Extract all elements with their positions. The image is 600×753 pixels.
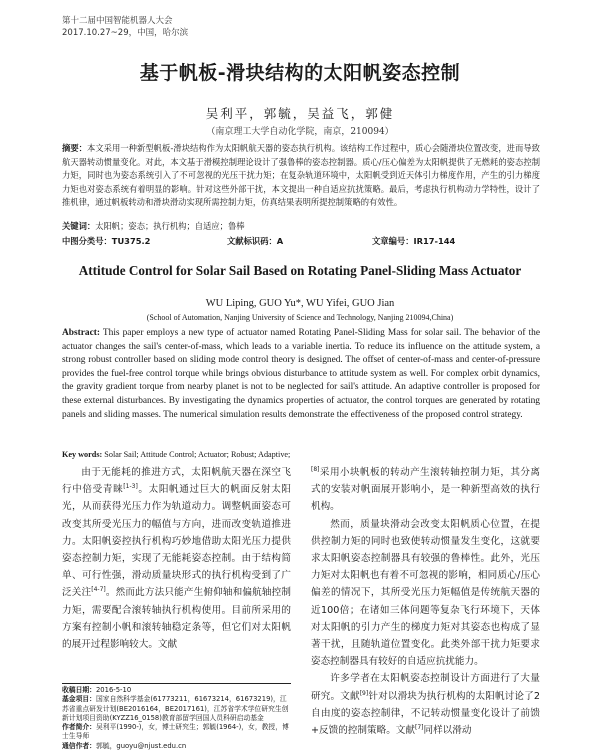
keywords-chinese-label: 关键词： xyxy=(62,221,96,231)
citation: [8] xyxy=(311,465,320,473)
keywords-english xyxy=(62,449,540,461)
abstract-chinese-label: 摘要： xyxy=(62,143,87,153)
body-paragraph: 然而，质量块滑动会改变太阳帆质心位置，在提供控制力矩的同时也致使转动惯量发生变化，这就要求太阳帆姿态控制器具有较强的鲁棒性。此外，光压力矩对太阳帆也有着不可忽视的影响，相同质心/压心偏差的情况下，其所受光压力矩幅值是传统航天器的近100倍；在诸如三体问题等复杂飞行环境下，天体对太阳帆的引力产生的梯度力矩对其姿态也构成了显著干扰，且随轨道位置变化。此类外部干扰力矩要求姿态控制器具有较好的自适应抗扰能力。 xyxy=(311,518,540,668)
article-number: 文章编号：IR17-144 xyxy=(372,236,456,246)
authors-english: WU Liping, GUO Yu*, WU Yifei, GUO Jian xyxy=(205,298,395,309)
authors-chinese: 吴利平，郭毓，吴益飞，郭健 xyxy=(205,106,395,121)
footnote-divider xyxy=(62,683,291,684)
document-code: 文献标识码：A xyxy=(227,236,284,246)
body-paragraph: 由于无能耗的推进方式，太阳帆航天器在深空飞行中倍受青睐[1-3]。太阳帆通过巨大的帆面反射太阳光，从而获得光压力作为轨道动力。调整帆面姿态可改变其所受光压力的幅值与方向，进而改变轨道推进力。太阳帆姿控执行机构巧妙地借助太阳光压力提供姿态控制力矩，实现了无能耗姿态控制。由于结构简单、可行性强，滑动质量块形式的执行机构受到了广泛关注[4-7]。然而此方法只能产生俯仰轴和偏航轴控制力矩，需要配合滚转轴执行机构使用。目前所采用的方案有控制小帆和滚转轴稳定条等，但它们对太阳帆的展开过程影响较大。文献 xyxy=(62,467,291,651)
footnotes xyxy=(62,686,291,751)
conference-date-location: 2017.10.27~29，中国，哈尔滨 xyxy=(62,28,189,38)
keywords-chinese-text: 太阳帆；姿态；执行机构；自适应；鲁棒 xyxy=(95,221,245,231)
keywords-english-label: Key words: xyxy=(62,450,103,459)
body-paragraph: 许多学者在太阳帆姿态控制设计方面进行了大量研究。文献[9]针对以滑块为执行机构的太阳帆讨论了2自由度的姿态控制律，不记转动惯量变化设计了前馈+反馈的控制策略。文献[7]同样以滑动 xyxy=(311,673,540,737)
footnote-received: 收稿日期：2016-5-10 xyxy=(62,686,132,694)
footnote-author: 作者简介：吴利平(1990-)，女，博士研究生；郭毓(1964-)，女，教授，博士生导师 xyxy=(62,723,289,741)
keywords-chinese xyxy=(62,220,540,233)
abstract-english-text: This paper employs a new type of actuator named Rotating Panel-Sliding Mass for solar sail. The behavior of the actuator changes the sail's center-of-mass, which leads to a variable inertia. To reduce its influence on the attitude system, a strong robust controller based on sliding mode control theory is designed. The offset of center-of-mass and center-of-pressure provides the fuel-free control torque while brings obvious disturbance to attitude system as well. For complex orbit dynamics, the gravity gradient torque from nearby planet is not to be neglected for sail's attitude. An adaptive controller is proposed for these external disturbances. By investigating the dynamics properties of actuator, the control torques are generated by rotating panels and sliding masses. The numerical simulation results demonstrate the effectiveness of the proposed control strategy. xyxy=(62,328,540,420)
body-paragraph: [8]采用小块帆板的转动产生滚转轴控制力矩，其分离式的安装对帆面展开影响小，是一种新型高效的执行机构。 xyxy=(311,465,540,513)
title-chinese: 基于帆板-滑块结构的太阳帆姿态控制 xyxy=(139,62,461,84)
footnote-fund: 基金项目：国家自然科学基金(61773211，61673214，61673219)，江苏省重点研发计划(BE2016164，BE2017161)，江苏省学术学位研究生创新计划项目资助(KYZZ16_0158)教育部留学回国人员科研启动基金 xyxy=(62,695,289,722)
affiliation-chinese: （南京理工大学自动化学院，南京，210094） xyxy=(206,127,394,137)
clc-number: 中图分类号：TU375.2 xyxy=(62,236,151,246)
abstract-english xyxy=(62,327,540,422)
citation: [7] xyxy=(414,723,424,731)
citation: [4-7] xyxy=(91,586,106,594)
abstract-chinese xyxy=(62,142,540,210)
abstract-chinese-text: 本文采用一种新型帆板-滑块结构作为太阳帆航天器的姿态执行机构。该结构工作过程中，质心会随滑块位置改变，进而导致航天器转动惯量变化。对此，本文基于滑模控制理论设计了强鲁棒的姿态控制器。质心/压心偏差为太阳帆提供了无燃耗的姿态控制力矩，同时也为姿态系统引入了不可忽视的光压干扰力矩；在复杂轨道环境中，太阳帆受到近天体引力梯度作用，产生的引力梯度力矩也对姿态系统有着明显的影响。针对这些外部干扰，本文提出一种自适应抗扰策略。最后，考虑执行机构动力学特性，设计了推机律，通过帆板转动和滑块滑动实现所需控制力矩，仿真结果表明所提控制策略的有效性。 xyxy=(62,143,540,207)
body-column-left xyxy=(62,464,291,679)
abstract-english-label: Abstract: xyxy=(62,328,101,338)
citation: [1-3] xyxy=(123,483,138,491)
affiliation-english: (School of Automation, Nanjing University of Science and Technology, Nanjing 210094,China) xyxy=(146,313,454,322)
title-english: Attitude Control for Solar Sail Based on Rotating Panel-Sliding Mass Actuator xyxy=(78,263,522,278)
citation: [9] xyxy=(359,689,369,697)
footnote-contact: 通信作者：郭毓，guoyu@njust.edu.cn xyxy=(62,741,187,750)
conference-name: 第十二届中国智能机器人大会 xyxy=(62,16,173,26)
conference-header xyxy=(62,15,188,39)
keywords-english-text: Solar Sail; Attitude Control; Actuator; Robust; Adaptive; xyxy=(104,450,291,459)
body-column-right xyxy=(311,464,540,752)
